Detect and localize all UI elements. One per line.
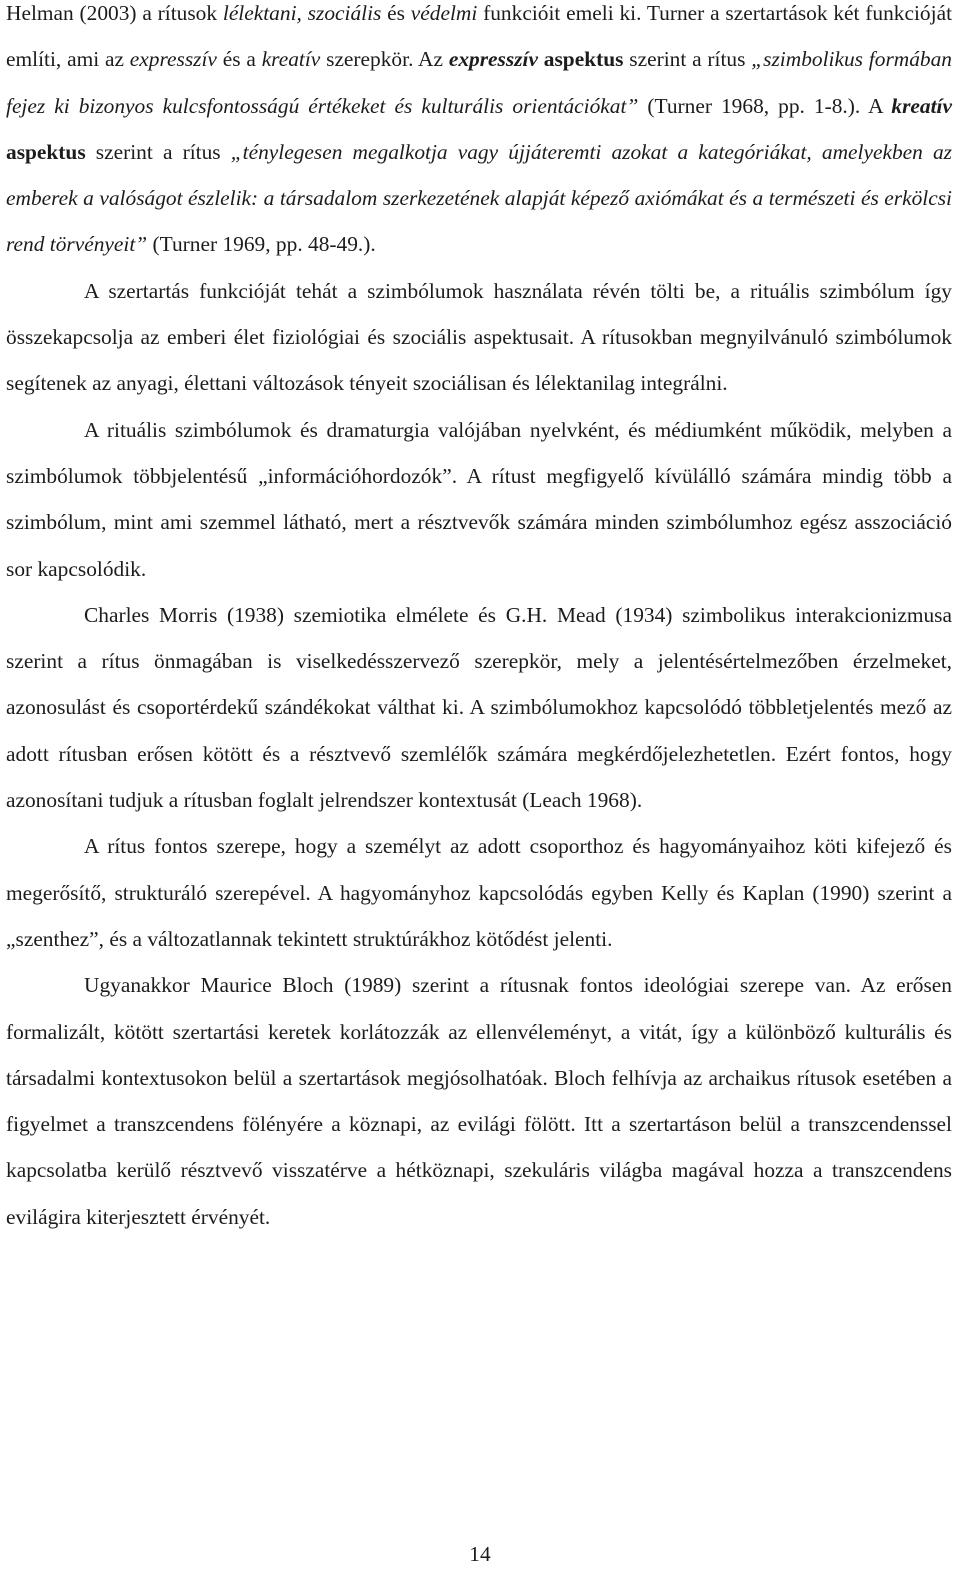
text-run: aspektus <box>6 139 86 164</box>
text-run: és <box>381 1 411 25</box>
text-run: „szimbolikus formában fejez ki bizonyos kulcsfontosságú értékeket és kulturális orientációkat” <box>6 47 953 118</box>
text-run: Helman (2003) a rítusok <box>6 1 223 25</box>
text-run: szerepkör. Az <box>320 47 449 72</box>
paragraph <box>6 592 952 823</box>
text-run: A szertartás funkcióját tehát a szimbólumok használata révén tölti be, a rituális szimbólum így összekapcsolja az emberi élet fiziológiai és szociális aspektusait. A rítusokban megnyilvánuló szimbólumok segítenek az anyagi, élettani változások tényeit szociálisan és lélektanilag integrálni. <box>6 278 952 396</box>
text-run: „ténylegesen megalkotja vagy újjáteremti azokat a kategóriákat, amelyekben az emberek a valóságot észlelik: a társadalom szerkezetének alapját képező axiómákat és a természeti és erkölcsi rend törvényeit” <box>6 139 952 257</box>
paragraph <box>6 962 952 1240</box>
page-number: 14 <box>469 1542 491 1566</box>
text-run: A rítus fontos szerepe, hogy a személyt az adott csoporthoz és hagyományaihoz köti kifejező és megerősítő, strukturáló szerepével. A hagyományhoz kapcsolódás egyben Kelly és Kaplan (1990) szerint a „szenthez”, és a változatlannak tekintett struktúrákhoz kötődést jelenti. <box>6 834 952 951</box>
text-run: és a <box>216 47 262 72</box>
paragraph <box>6 268 952 407</box>
text-run: szerint a rítus <box>623 47 752 72</box>
text-run: kreatív <box>891 93 952 118</box>
text-run: funkcióit emeli ki. Turner a szertartások két funkcióját említi, ami az <box>6 1 953 72</box>
paragraph <box>6 823 952 962</box>
paragraph <box>6 407 952 592</box>
text-run: expresszív <box>448 47 538 72</box>
text-run: védelmi <box>410 1 478 25</box>
document-body <box>6 0 952 1240</box>
text-run: Charles Morris (1938) szemiotika elmélete és G.H. Mead (1934) szimbolikus interakcionizmusa szerint a rítus önmagában is viselkedésszervező szerepkör, mely a jelentésértelmezőben érzelmeket, azonosulást és csoportérdekű szándékokat válthat ki. A szimbólumokhoz kapcsolódó többletjelentés mező az adott rítusban erősen kötött és a résztvevő szemlélők számára megkérdőjelezhetetlen. Ezért fontos, hogy azonosítani tudjuk a rítusban foglalt jelrendszer kontextusát (Leach 1968). <box>6 602 952 813</box>
text-run: kreatív <box>261 47 321 72</box>
text-run: (Turner 1968, pp. 1-8.). A <box>638 93 892 118</box>
text-run: expresszív <box>129 47 217 72</box>
text-run: szerint a rítus <box>85 139 231 164</box>
text-run: A rituális szimbólumok és dramaturgia valójában nyelvként, és médiumként működik, melyben a szimbólumok többjelentésű „információhordozók”. A rítust megfigyelő kívülálló számára mindig több a szimbólum, mint ami szemmel látható, mert a résztvevők számára minden szimbólumhoz egész asszociáció sor kapcsolódik. <box>6 417 952 581</box>
text-run: lélektani, szociális <box>222 1 382 25</box>
paragraph <box>6 0 952 268</box>
text-run: (Turner 1969, pp. 48-49.). <box>147 232 376 257</box>
text-run: aspektus <box>543 47 624 72</box>
text-run: Ugyanakkor Maurice Bloch (1989) szerint a rítusnak fontos ideológiai szerepe van. Az erősen formalizált, kötött szertartási keretek korlátozzák az ellenvéleményt, a vitát, így a különböző kulturális és társadalmi kontextusokon belül a szertartások megjósolhatóak. Bloch felhívja az archaikus rítusok esetében a figyelmet a transzcendens fölényére a köznapi, az evilági fölött. Itt a szertartáson belül a transzcendenssel kapcsolatba kerülő résztvevő visszatérve a hétköznapi, szekuláris világba magával hozza a transzcendens evilágira kiterjesztett érvényét. <box>6 973 952 1229</box>
